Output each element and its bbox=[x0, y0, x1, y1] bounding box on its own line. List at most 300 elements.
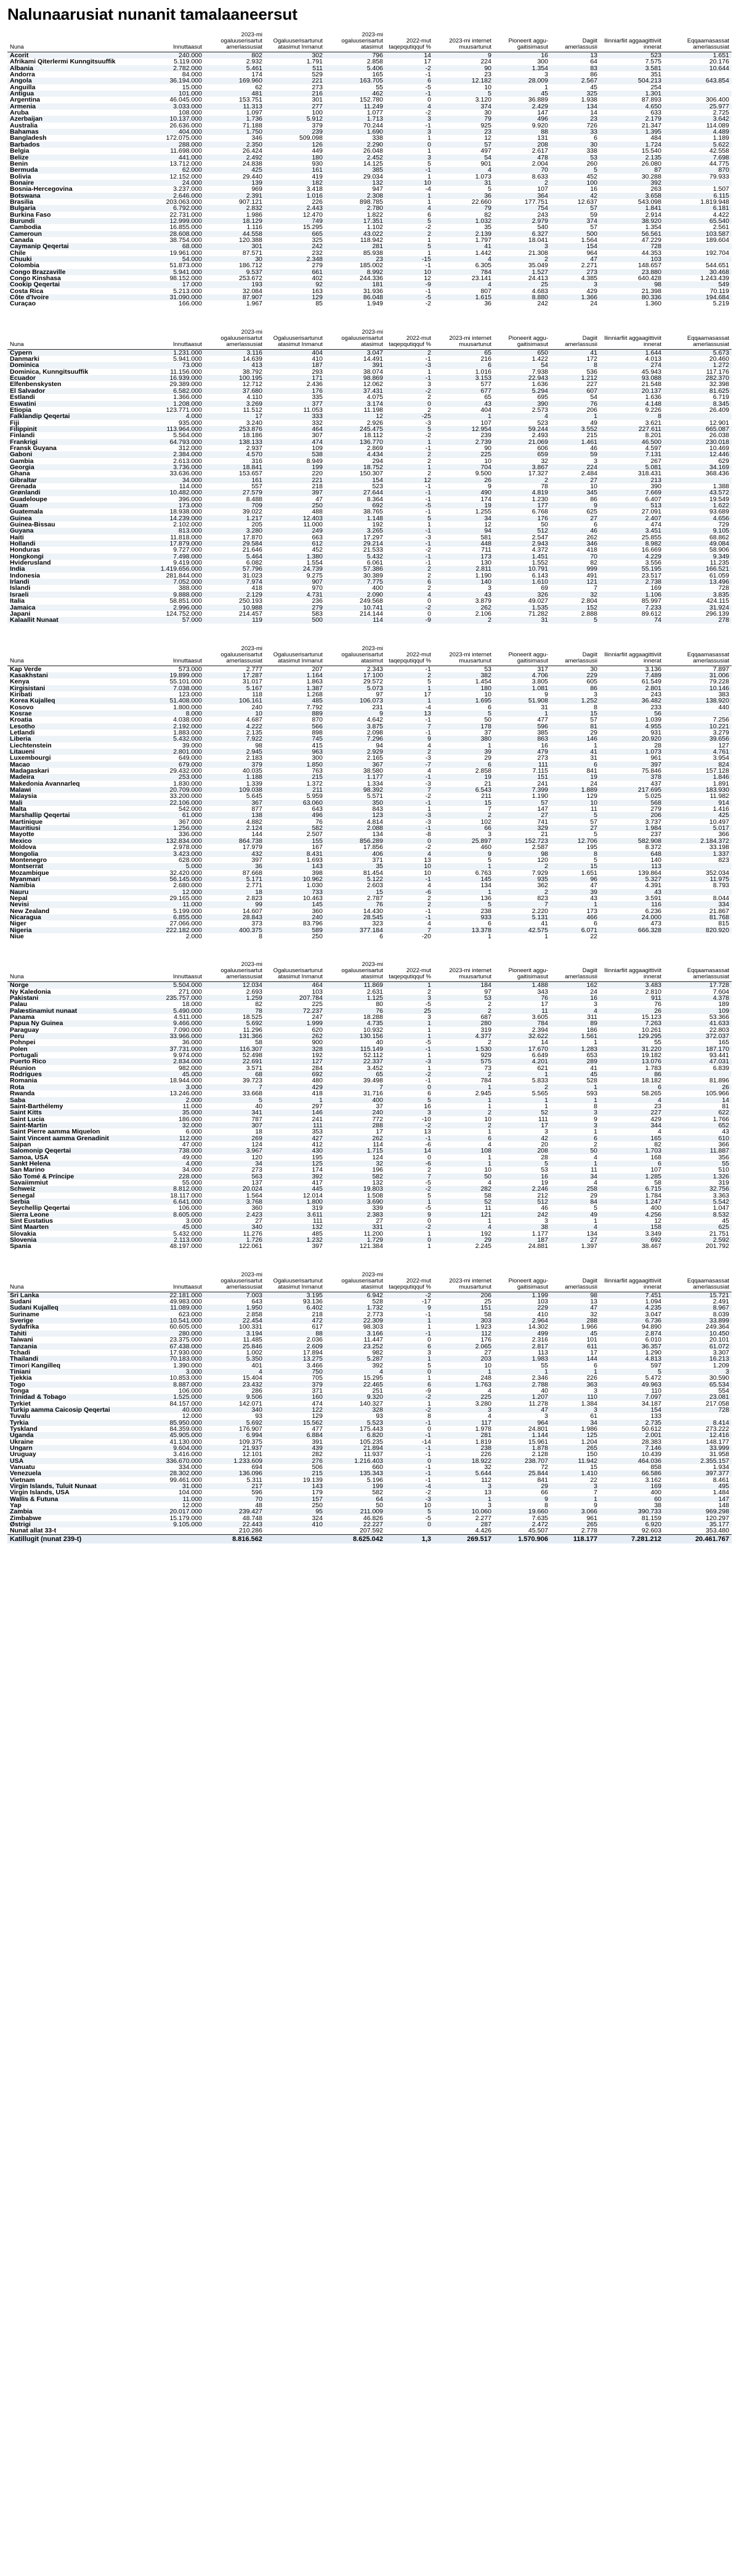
column-header: Pioneerit aggu-gaitisimasut bbox=[494, 321, 551, 350]
value-cell: 262 bbox=[325, 1135, 386, 1141]
country-name-cell: Benin bbox=[10, 160, 28, 167]
value-cell: -1 bbox=[386, 774, 434, 780]
value-cell: 0 bbox=[427, 1425, 431, 1433]
table-row bbox=[7, 212, 732, 218]
value-cell: 27 bbox=[551, 825, 600, 831]
value-cell: 13.712.000 bbox=[169, 160, 202, 167]
value-cell: 58.265 bbox=[641, 1090, 661, 1097]
value-cell: 146 bbox=[551, 736, 600, 742]
value-cell: 262 bbox=[586, 534, 597, 541]
value-cell: 612 bbox=[265, 541, 325, 547]
value-cell: 230.018 bbox=[664, 439, 732, 445]
value-cell: 2.937 bbox=[246, 445, 262, 452]
table-row bbox=[7, 464, 732, 470]
value-cell: 300 bbox=[537, 58, 548, 65]
value-cell: 79 bbox=[434, 116, 494, 122]
value-cell: 10.146 bbox=[664, 685, 732, 691]
table-row bbox=[7, 1496, 732, 1502]
table-row bbox=[7, 445, 732, 451]
value-cell: 870 bbox=[312, 717, 323, 723]
value-cell: 2.000 bbox=[145, 1097, 204, 1103]
table-row bbox=[7, 710, 732, 717]
column-header: Pioneerit aggu-gaitisimasut bbox=[494, 1263, 551, 1292]
value-cell: 11.198 bbox=[363, 406, 383, 414]
value-cell: 43.572 bbox=[664, 489, 732, 496]
value-cell: 58 bbox=[654, 1179, 661, 1186]
value-cell: 19.549 bbox=[709, 496, 729, 502]
value-cell: 2.102.000 bbox=[173, 521, 202, 528]
value-cell: 178 bbox=[434, 723, 494, 730]
value-cell: -5 bbox=[386, 294, 434, 300]
value-cell: 1.863 bbox=[306, 678, 323, 685]
table-row bbox=[7, 1116, 732, 1122]
value-cell: 343 bbox=[537, 988, 548, 995]
value-cell: 40 bbox=[541, 1387, 548, 1395]
table-row bbox=[7, 369, 732, 375]
total-value-cell: 118.177 bbox=[551, 1534, 600, 1544]
value-cell: 22.181.000 bbox=[145, 1292, 204, 1298]
table-row bbox=[7, 1199, 732, 1205]
value-cell: 9 bbox=[594, 1502, 597, 1509]
column-header: 2023-mi ogaluuserisartut amerlassusiat bbox=[204, 637, 265, 666]
country-name-cell: Myanmari bbox=[7, 876, 145, 882]
value-cell: 81 bbox=[722, 1103, 729, 1110]
value-cell: 306.400 bbox=[706, 97, 729, 103]
value-cell: 226 bbox=[586, 1375, 597, 1382]
value-cell: 92 bbox=[265, 281, 325, 288]
country-name-cell: Samoa, USA bbox=[10, 1154, 49, 1161]
value-cell: 45 bbox=[590, 84, 597, 91]
value-cell: -2 bbox=[386, 1071, 434, 1077]
value-cell: 10.261 bbox=[641, 1026, 661, 1034]
country-name-cell: Romania bbox=[10, 1077, 38, 1084]
value-cell: 118 bbox=[252, 691, 262, 698]
country-name-cell: Jamaica bbox=[7, 605, 145, 611]
value-cell: 13.378 bbox=[434, 927, 494, 933]
value-cell: 13.496 bbox=[664, 579, 732, 585]
value-cell: 3.621 bbox=[645, 419, 661, 426]
value-cell: 7.669 bbox=[600, 489, 664, 496]
value-cell: 5.213.000 bbox=[173, 288, 202, 295]
value-cell: 2 bbox=[488, 1039, 491, 1046]
value-cell: 1 bbox=[427, 1230, 431, 1238]
value-cell: 123.000 bbox=[179, 691, 202, 698]
table-row bbox=[7, 592, 732, 598]
value-cell: 10.988 bbox=[204, 605, 265, 611]
value-cell: 173 bbox=[586, 908, 597, 914]
value-cell: 1 bbox=[488, 1154, 491, 1161]
value-cell bbox=[664, 710, 732, 717]
value-cell: 1 bbox=[427, 1375, 431, 1382]
value-cell: 1 bbox=[427, 173, 431, 180]
table-row bbox=[7, 685, 732, 691]
value-cell: 23.252 bbox=[325, 1343, 386, 1350]
value-cell: 184 bbox=[434, 982, 494, 989]
value-cell: 11.818.000 bbox=[170, 534, 202, 541]
table-row bbox=[7, 1439, 732, 1445]
value-cell: 6.719 bbox=[713, 394, 729, 401]
value-cell: 18.841 bbox=[204, 464, 265, 470]
value-cell: 1.967 bbox=[246, 300, 262, 307]
table-row bbox=[7, 477, 732, 483]
value-cell: 35.049 bbox=[528, 262, 548, 269]
value-cell: 10.497 bbox=[709, 818, 729, 826]
value-cell: 24 bbox=[590, 988, 597, 995]
value-cell: 236 bbox=[312, 598, 323, 605]
value-cell: 3.240 bbox=[246, 419, 262, 426]
country-name-cell: Schweiz bbox=[7, 1186, 145, 1192]
value-cell: 29.584 bbox=[204, 541, 265, 547]
value-cell: 1.461 bbox=[551, 439, 600, 445]
value-cell: 5.119.000 bbox=[174, 58, 202, 65]
value-cell: 2.680.000 bbox=[173, 882, 202, 889]
value-cell: 398 bbox=[312, 869, 323, 876]
value-cell: 4.013 bbox=[645, 356, 661, 363]
country-name-cell: Bangladesh bbox=[10, 135, 47, 142]
table-row bbox=[7, 1324, 732, 1330]
value-cell: 1 bbox=[427, 1026, 431, 1034]
value-cell: 41 bbox=[551, 349, 600, 356]
value-cell: 3.451 bbox=[600, 528, 664, 534]
value-cell: 554 bbox=[718, 1387, 729, 1395]
value-cell: 134 bbox=[551, 103, 600, 110]
value-cell: 216 bbox=[480, 356, 491, 363]
value-cell: 288 bbox=[551, 1318, 600, 1324]
total-value-cell: 7.281.212 bbox=[600, 1534, 664, 1544]
value-cell: 56 bbox=[600, 710, 664, 717]
value-cell: 10 bbox=[484, 457, 491, 464]
value-cell: 2 bbox=[386, 231, 434, 237]
value-cell: 677 bbox=[434, 388, 494, 394]
value-cell: 111 bbox=[538, 1116, 548, 1122]
value-cell: 2.801.000 bbox=[145, 749, 204, 755]
column-header: Ilinniarfiit aggaagittiviit innerat bbox=[600, 637, 664, 666]
value-cell: 152.723 bbox=[494, 838, 551, 844]
value-cell: 203 bbox=[434, 1356, 494, 1362]
value-cell: 279 bbox=[650, 806, 661, 813]
value-cell: -3 bbox=[425, 780, 431, 787]
value-cell: 6.582.000 bbox=[145, 388, 204, 394]
value-cell: 452 bbox=[312, 547, 323, 553]
country-name-cell: Sierra Leone bbox=[7, 1212, 145, 1218]
value-cell: 62 bbox=[255, 84, 262, 91]
value-cell: 3 bbox=[488, 831, 491, 838]
value-cell: 26.038 bbox=[709, 432, 729, 439]
value-cell: 10.644 bbox=[664, 65, 732, 71]
value-cell: 187 bbox=[494, 1237, 551, 1243]
value-cell: 754 bbox=[494, 205, 551, 211]
value-cell: 31.936 bbox=[363, 288, 383, 295]
value-cell: 26.048 bbox=[363, 148, 383, 155]
value-cell: 1.390.000 bbox=[173, 1362, 202, 1369]
value-cell: -5 bbox=[425, 1001, 431, 1008]
value-cell: 7.399 bbox=[494, 787, 551, 793]
value-cell: 5 bbox=[386, 1508, 434, 1515]
value-cell: 929 bbox=[480, 1052, 491, 1059]
value-cell: 57.386 bbox=[325, 566, 386, 572]
value-cell: 3.000 bbox=[145, 1084, 204, 1090]
table-row bbox=[7, 678, 732, 685]
value-cell: 116.307 bbox=[204, 1046, 265, 1052]
table-row bbox=[7, 838, 732, 844]
value-cell: 6.768 bbox=[531, 509, 548, 515]
value-cell: 4.000 bbox=[145, 413, 204, 419]
table-row bbox=[7, 116, 732, 122]
value-cell: 6 bbox=[386, 1382, 434, 1388]
value-cell: 474 bbox=[265, 439, 325, 445]
table-row bbox=[7, 218, 732, 224]
value-cell: 611 bbox=[551, 1343, 600, 1350]
value-cell: 738.000 bbox=[145, 1148, 204, 1154]
value-cell: 30 bbox=[204, 256, 265, 262]
value-cell: 813.000 bbox=[145, 528, 204, 534]
value-cell: 390 bbox=[494, 401, 551, 407]
country-name-cell: Cameroun bbox=[7, 231, 145, 237]
value-cell: 37.680 bbox=[204, 388, 265, 394]
value-cell: 8.880 bbox=[494, 294, 551, 300]
value-cell: 377 bbox=[265, 401, 325, 407]
value-cell: 504.213 bbox=[600, 78, 664, 84]
value-cell: 157 bbox=[265, 1496, 325, 1502]
value-cell: -1 bbox=[386, 914, 434, 920]
value-cell: 237 bbox=[650, 831, 661, 838]
value-cell: 12.416 bbox=[664, 1432, 732, 1438]
value-cell: 85.997 bbox=[641, 598, 661, 605]
country-name-cell: Zambia bbox=[7, 1508, 145, 1515]
value-cell: 161 bbox=[204, 477, 265, 483]
value-cell: 6 bbox=[488, 704, 491, 710]
value-cell: 823 bbox=[718, 856, 729, 864]
value-cell: 2 bbox=[386, 566, 434, 572]
value-cell: 124 bbox=[372, 1154, 383, 1161]
value-cell: 22.106.000 bbox=[145, 800, 204, 806]
value-cell: 870 bbox=[664, 167, 732, 173]
value-cell: 38 bbox=[494, 1224, 551, 1230]
value-cell: 228.000 bbox=[145, 1173, 204, 1180]
value-cell: 1 bbox=[544, 84, 548, 91]
value-cell: 4.377 bbox=[434, 1033, 494, 1039]
country-name-cell: Nepal bbox=[10, 895, 28, 902]
value-cell: 122 bbox=[265, 1407, 325, 1413]
value-cell: -1 bbox=[386, 91, 434, 97]
value-cell: 856.289 bbox=[325, 838, 386, 844]
table-row bbox=[7, 180, 732, 186]
value-cell: 16 bbox=[494, 52, 551, 59]
value-cell: 14.302 bbox=[528, 1324, 548, 1330]
value-cell: 3.033.000 bbox=[145, 103, 204, 110]
value-cell: -5 bbox=[425, 1205, 431, 1212]
value-cell: -1 bbox=[425, 908, 431, 914]
country-name-cell: Australia bbox=[10, 122, 38, 129]
country-name-cell: Malawi bbox=[7, 787, 145, 793]
value-cell: 226 bbox=[480, 1451, 491, 1458]
value-cell: 3.875 bbox=[325, 723, 386, 730]
value-cell: 58.851.000 bbox=[169, 598, 202, 605]
value-cell: 127 bbox=[265, 1058, 325, 1065]
table-row bbox=[7, 617, 732, 623]
value-cell: 1.783 bbox=[645, 1065, 661, 1072]
value-cell: 248 bbox=[480, 1375, 491, 1382]
value-cell: 182 bbox=[265, 180, 325, 186]
value-cell: 192.704 bbox=[706, 249, 729, 256]
value-cell: 23.141 bbox=[471, 275, 491, 282]
value-cell: 373 bbox=[251, 920, 262, 927]
value-cell: 2.613.000 bbox=[173, 457, 202, 464]
value-cell: 9.974.000 bbox=[173, 1052, 202, 1059]
value-cell: 120 bbox=[537, 856, 548, 864]
table-row bbox=[7, 768, 732, 774]
value-cell: 5.461 bbox=[204, 65, 265, 71]
value-cell: 47.031 bbox=[664, 1058, 732, 1065]
table-row bbox=[7, 1129, 732, 1135]
value-cell: 6 bbox=[434, 762, 494, 768]
value-cell: 1 bbox=[434, 863, 494, 869]
value-cell: -1 bbox=[425, 445, 431, 452]
value-cell: 1.713 bbox=[325, 116, 386, 122]
value-cell: 73 bbox=[484, 1065, 491, 1072]
value-cell: 17.351 bbox=[325, 218, 386, 224]
value-cell: 98.392 bbox=[325, 787, 386, 793]
country-name-cell: Canada bbox=[10, 236, 33, 244]
value-cell: 6.763 bbox=[475, 869, 491, 876]
country-name-cell: Tuvalu bbox=[10, 1413, 31, 1420]
country-name-cell: Elfenbenskysten bbox=[10, 381, 62, 388]
value-cell: 38 bbox=[654, 1502, 661, 1509]
value-cell: 130.156 bbox=[325, 1033, 386, 1039]
value-cell: 134 bbox=[586, 1230, 597, 1238]
value-cell: 24.838 bbox=[242, 160, 262, 167]
value-cell: 1.144 bbox=[494, 1432, 551, 1438]
value-cell: 1 bbox=[386, 698, 434, 704]
table-row bbox=[7, 1343, 732, 1350]
value-cell: 4 bbox=[427, 882, 431, 889]
value-cell: 6.994 bbox=[204, 1432, 265, 1438]
value-cell: 8.414 bbox=[664, 1420, 732, 1426]
value-cell: 11.156.000 bbox=[170, 368, 202, 376]
value-cell: 242 bbox=[537, 300, 548, 307]
table-row bbox=[7, 362, 732, 368]
value-cell: 4.201 bbox=[494, 1058, 551, 1065]
value-cell: 8.793 bbox=[713, 882, 729, 889]
value-cell: 969 bbox=[251, 186, 262, 193]
value-cell: 353.480 bbox=[706, 1527, 729, 1535]
value-cell: 186.712 bbox=[239, 262, 262, 269]
column-header: 2022-mut taqepqutiqquf % bbox=[386, 321, 434, 350]
value-cell: 1 bbox=[427, 1065, 431, 1072]
value-cell: 232 bbox=[312, 249, 323, 256]
country-name-cell: Gambia bbox=[10, 457, 34, 464]
country-name-cell: Albania bbox=[7, 65, 145, 71]
value-cell: 3.269 bbox=[204, 401, 265, 407]
country-name-cell: Letlandi bbox=[10, 729, 35, 736]
value-cell: -6 bbox=[425, 1141, 431, 1148]
value-cell: 87.907 bbox=[204, 294, 265, 300]
value-cell: 31.716 bbox=[363, 1090, 383, 1097]
value-cell: 3 bbox=[544, 1413, 548, 1420]
value-cell: 32 bbox=[551, 592, 600, 598]
value-cell: 5.622 bbox=[664, 142, 732, 148]
country-name-cell: Falklandip Qeqertai bbox=[7, 413, 145, 419]
value-cell: 6.236 bbox=[645, 908, 661, 914]
page-title: Nalunaarusiat nunanit tamalaaneersut bbox=[7, 5, 298, 23]
value-cell: 2.782.000 bbox=[145, 65, 204, 71]
value-cell: 214.457 bbox=[239, 610, 262, 618]
country-name-cell: Slovenia bbox=[7, 1237, 145, 1243]
value-cell: 195 bbox=[586, 844, 597, 851]
value-cell: 6 bbox=[434, 1135, 494, 1141]
value-cell: 2.443 bbox=[265, 205, 325, 211]
value-cell: 14 bbox=[541, 1039, 548, 1046]
value-cell: 3 bbox=[427, 1014, 431, 1021]
value-cell: 1 bbox=[427, 1324, 431, 1330]
value-cell: 11.000 bbox=[145, 1496, 204, 1502]
value-cell: 7.296 bbox=[325, 736, 386, 742]
value-cell: 5.941.000 bbox=[173, 356, 202, 363]
value-cell: 1 bbox=[427, 135, 431, 142]
value-cell: 83 bbox=[551, 65, 600, 71]
value-cell: 5.287 bbox=[325, 1356, 386, 1362]
value-cell: 367 bbox=[325, 762, 386, 768]
value-cell: 106.000 bbox=[179, 1205, 202, 1212]
value-cell: 11.982 bbox=[709, 793, 729, 800]
value-cell: 111 bbox=[313, 1218, 323, 1225]
table-row bbox=[7, 927, 732, 933]
country-name-cell: Spania bbox=[10, 1243, 31, 1250]
value-cell: 5.294 bbox=[494, 388, 551, 394]
value-cell: 134 bbox=[480, 882, 491, 889]
value-cell: 288.000 bbox=[145, 142, 204, 148]
value-cell: 131 bbox=[537, 135, 548, 142]
value-cell: 1.693 bbox=[306, 856, 323, 864]
value-cell: 11.887 bbox=[664, 1148, 732, 1154]
value-cell: 1.636 bbox=[531, 381, 548, 388]
value-cell: 269 bbox=[204, 1135, 265, 1141]
value-cell: 3.237.000 bbox=[173, 186, 202, 193]
value-cell: 70.244 bbox=[363, 122, 383, 129]
value-cell: 4.110 bbox=[246, 394, 262, 401]
value-cell: 126 bbox=[265, 142, 325, 148]
value-cell: 31.000 bbox=[145, 1483, 204, 1489]
total-value-cell: 1.570.906 bbox=[494, 1534, 551, 1544]
value-cell: 1 bbox=[427, 148, 431, 155]
value-cell: 43.022 bbox=[325, 231, 386, 237]
value-cell: 6.000 bbox=[185, 1129, 202, 1135]
value-cell: 112 bbox=[481, 1476, 491, 1484]
table-row bbox=[7, 413, 732, 419]
country-name-cell: Bulgaria bbox=[7, 205, 145, 211]
value-cell: 593 bbox=[586, 1090, 597, 1097]
value-cell: 400 bbox=[372, 585, 383, 592]
value-cell: 11.296 bbox=[243, 1026, 262, 1034]
column-header: Eqqaamasassat amerlassusiat bbox=[664, 953, 732, 982]
country-name-cell: Honduras bbox=[10, 547, 41, 553]
value-cell: 23 bbox=[325, 256, 386, 262]
table-row bbox=[7, 1141, 732, 1148]
value-cell: 6.920 bbox=[600, 1521, 664, 1527]
total-label-cell: Katillugit (nunat 239-t) bbox=[7, 1534, 145, 1544]
value-cell: 36.357 bbox=[600, 1343, 664, 1350]
value-cell: 474 bbox=[650, 521, 661, 528]
value-cell: 21.548 bbox=[641, 381, 661, 388]
value-cell: 1.380 bbox=[265, 553, 325, 560]
country-name-cell: Saint-Martin bbox=[7, 1122, 145, 1129]
value-cell: 20.024 bbox=[204, 1186, 265, 1192]
value-cell: 3.416.000 bbox=[173, 1451, 202, 1458]
value-cell: 125 bbox=[265, 1161, 325, 1167]
value-cell: 120 bbox=[251, 1154, 262, 1161]
value-cell: 44.775 bbox=[709, 160, 729, 167]
value-cell: 328 bbox=[325, 1407, 386, 1413]
